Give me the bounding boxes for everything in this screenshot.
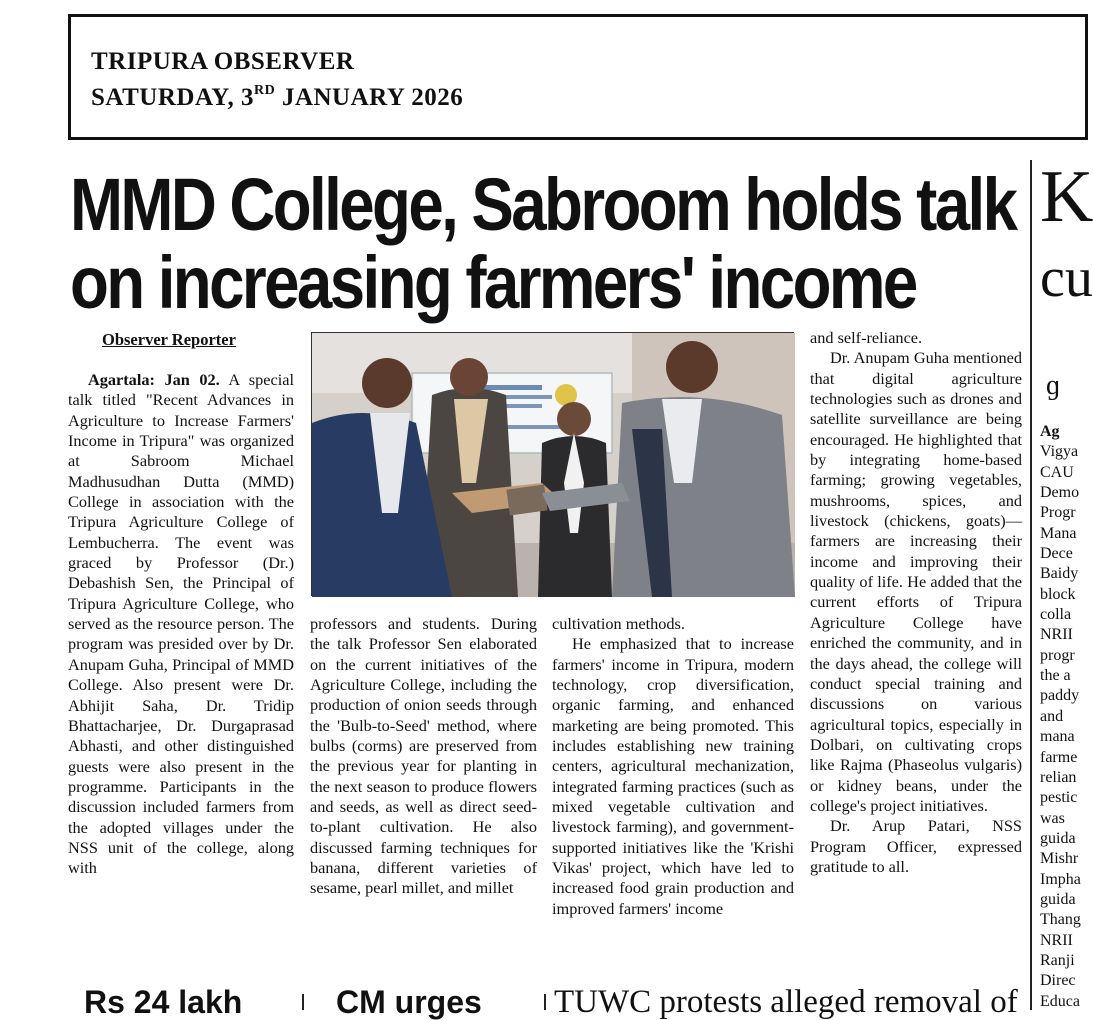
adjacent-text-line: the a <box>1040 667 1071 685</box>
column-divider <box>1030 160 1032 1010</box>
adjacent-article-column <box>1040 422 1084 1012</box>
adjacent-text-line: was <box>1040 809 1065 827</box>
article-column-3 <box>552 614 794 982</box>
adjacent-headline-fragment-2: cu <box>1040 247 1093 309</box>
adjacent-text-line: Direc <box>1040 972 1076 990</box>
adjacent-text-line: NRII <box>1040 931 1073 949</box>
column-3-continuation: cultivation methods. <box>552 614 685 633</box>
byline: Observer Reporter <box>102 330 236 349</box>
adjacent-text-line: block <box>1040 585 1076 603</box>
news-photo <box>311 332 794 596</box>
teaser-divider <box>302 994 304 1010</box>
adjacent-text-line: relian <box>1040 768 1077 786</box>
article-column-1 <box>68 370 294 982</box>
adjacent-text-line: guida <box>1040 829 1076 847</box>
bottom-teaser-2: CM urges <box>336 984 482 1020</box>
column-4-paragraph-2: Dr. Arup Patari, NSS Program Officer, expressed gratitude to all. <box>810 816 1022 876</box>
adjacent-text-line: Impha <box>1040 870 1081 888</box>
adjacent-text-line: Demo <box>1040 484 1080 502</box>
adjacent-text-line: CAU <box>1040 463 1074 481</box>
adjacent-text-line: Ranji <box>1040 951 1075 969</box>
dateline: Agartala: Jan 02. <box>88 370 220 389</box>
adjacent-text-line: Progr <box>1040 504 1076 522</box>
article-column-4 <box>810 328 1022 982</box>
masthead <box>68 14 1088 140</box>
bottom-teaser-1: Rs 24 lakh <box>84 984 243 1020</box>
lead-paragraph: A special talk titled "Recent Advances in Agriculture to Increase Farmers' Income in Tripura" was organized at Sabroom Michael Madhusudhan Dutta (MMD) College in association with the Tripura Agriculture College of Lembucherra. The event was graced by Professor (Dr.) Debashish Sen, the Principal of Tripura Agriculture College, who served as the resource person. The program was presided over by Dr. Anupam Guha, Principal of MMD College. Also present were Dr. Abhijit Saha, Dr. Tridip Bhattacharjee, Dr. Durgaprasad Abhasti, and other distinguished guests were also present in the programme. Participants in the discussion included farmers from the adopted villages under the NSS unit of the college, along with <box>68 370 294 878</box>
adjacent-text-line: Ag <box>1040 423 1060 440</box>
adjacent-text-line: Dece <box>1040 545 1073 563</box>
adjacent-text-line: NRII <box>1040 626 1073 644</box>
adjacent-text-line: Baidy <box>1040 565 1079 583</box>
column-4-continuation: and self-reliance. <box>810 328 923 347</box>
adjacent-headline-fragment-1: K <box>1040 156 1093 238</box>
adjacent-text-line: pestic <box>1040 789 1078 807</box>
adjacent-text-line: colla <box>1040 606 1072 624</box>
adjacent-text-line: farme <box>1040 748 1078 766</box>
adjacent-text-line: Mishr <box>1040 850 1079 868</box>
adjacent-text-line: Educa <box>1040 992 1080 1010</box>
column-2-text: professors and students. During the talk Professor Sen elaborated on the current initiatives of the Agriculture College, including the production of onion seeds through the 'Bulb-to-Seed' method, where bulbs (corms) are preserved from the previous year for planting in the next season to produce flowers and seeds, as well as direct seed-to-plant cultivation. He also discussed farming techniques for banana, different varieties of sesame, pearl millet, and millet <box>310 614 537 898</box>
paper-name: TRIPURA OBSERVER <box>91 48 355 75</box>
article-column-2 <box>310 614 537 982</box>
adjacent-text-line: paddy <box>1040 687 1080 705</box>
adjacent-text-line: mana <box>1040 728 1075 746</box>
column-3-paragraph: He emphasized that to increase farmers' income in Tripura, modern technology, crop diversification, organic farming, and enhanced marketing are being promoted. This includes establishing new training centers, agricultural mechanization, integrated farming practices (such as mixed vegetable cultivation and livestock farming), and government-supported initiatives like the 'Krishi Vikas' project, which have led to increased food grain production and improved farmers' income <box>552 634 794 918</box>
adjacent-text-line: and <box>1040 707 1064 725</box>
headline-line-2: on increasing farmers' income <box>70 241 916 324</box>
issue-date: SATURDAY, 3RD JANUARY 2026 <box>91 83 464 111</box>
column-4-paragraph-1: Dr. Anupam Guha mentioned that digital agriculture technologies such as drones and satellite surveillance are being encouraged. He highlighted that by integrating home-based farming; growing vegetables, mushrooms, spices, and livestock (chickens, goats)—farmers are increasing their income and improving their quality of life. He added that the current efforts of Tripura Agriculture College have enriched the community, and in the days ahead, the college will conduct special training and discussions on various agricultural topics, especially in Dolbari, on cultivating crops like Rajma (Phaseolus vulgaris) or kidney beans, under the college's project initiatives. <box>810 348 1022 815</box>
headline-line-1: MMD College, Sabroom holds talk <box>70 163 1016 246</box>
bottom-teaser-3: TUWC protests alleged removal of <box>554 984 1018 1020</box>
photo-illustration <box>312 333 795 597</box>
adjacent-text-line: progr <box>1040 646 1075 664</box>
adjacent-text-line: Vigya <box>1040 443 1079 461</box>
adjacent-text-line: Thang <box>1040 911 1081 929</box>
adjacent-text-line: Mana <box>1040 524 1077 542</box>
adjacent-text-line: guida <box>1040 890 1076 908</box>
teaser-divider <box>544 994 546 1010</box>
adjacent-subhead-fragment: ɡ <box>1046 370 1060 401</box>
